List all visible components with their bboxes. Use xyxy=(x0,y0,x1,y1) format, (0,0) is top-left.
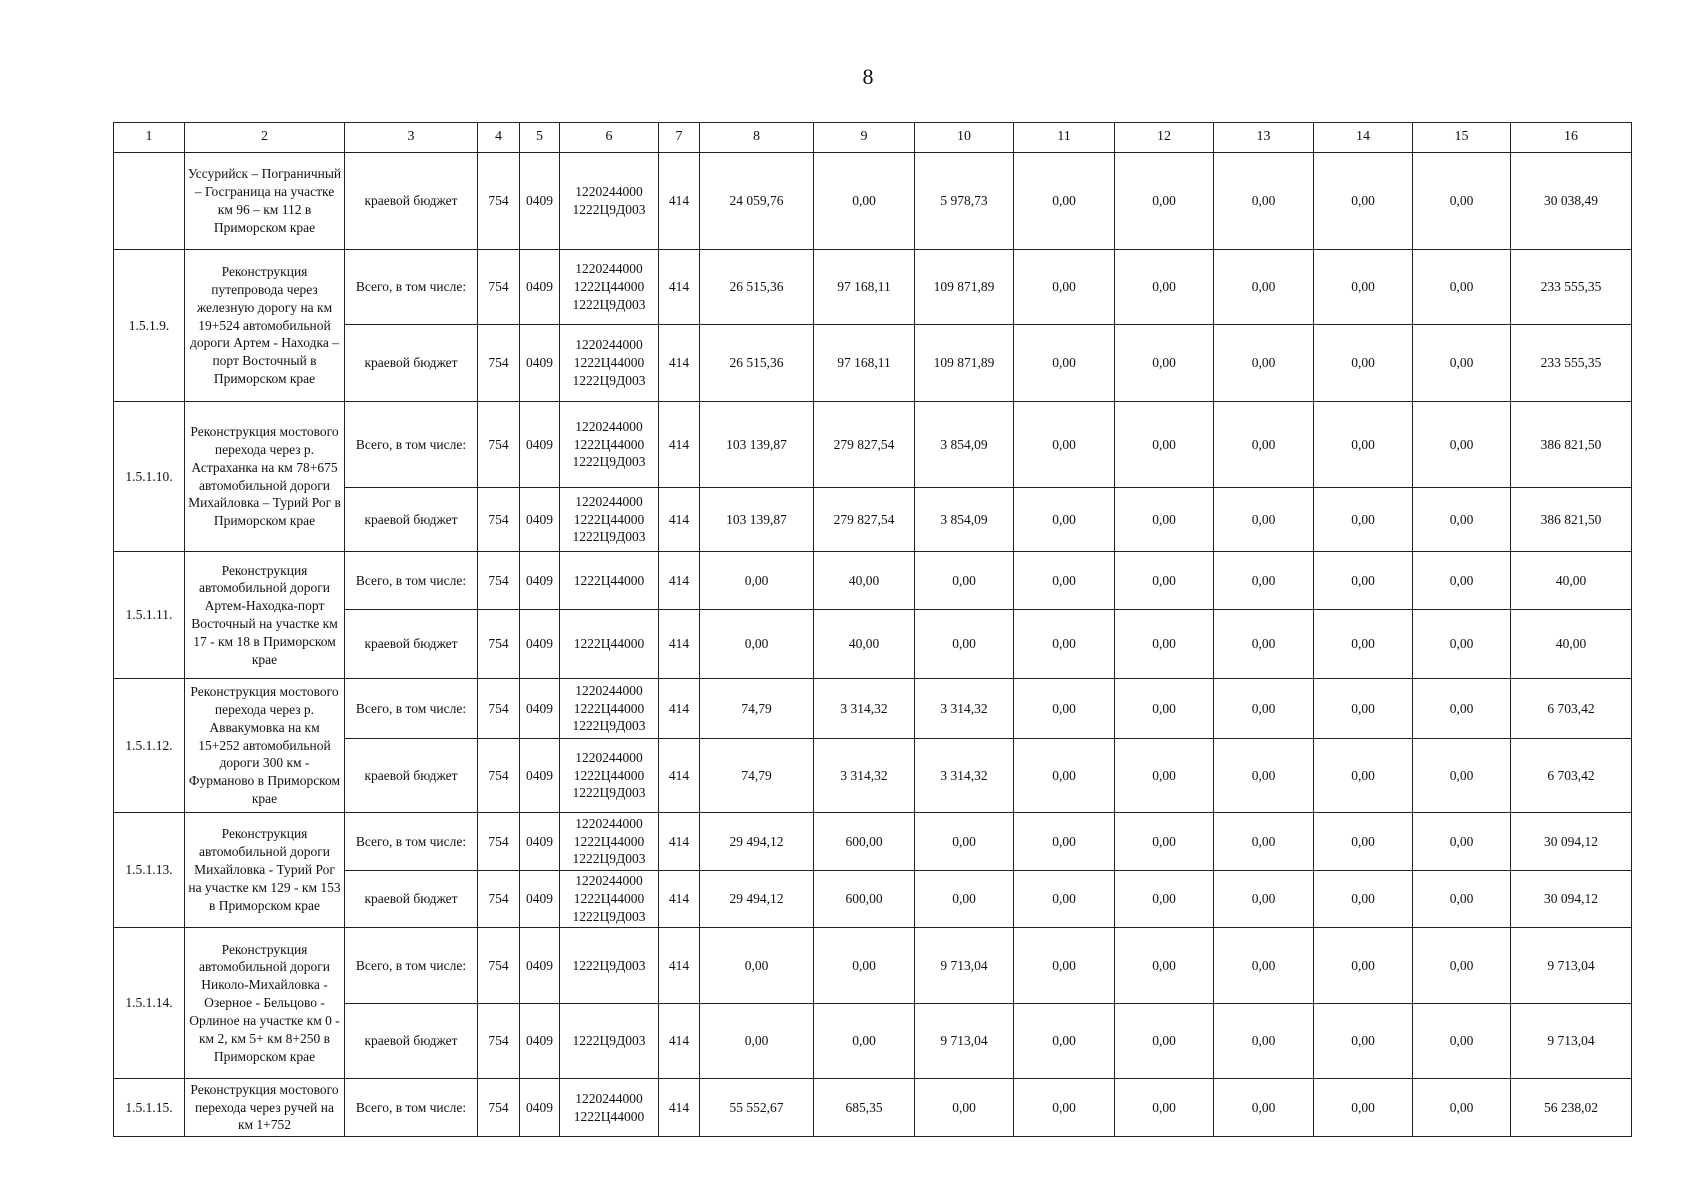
expense-type-code: 414 xyxy=(659,1004,700,1079)
item-name: Уссурийск – Пограничный – Госграница на участке км 96 – км 112 в Приморском крае xyxy=(185,153,345,250)
amount-15: 0,00 xyxy=(1413,739,1511,813)
target-article-code: 1222Ц44000 xyxy=(573,891,645,907)
column-header: 9 xyxy=(814,123,915,153)
amount-8: 0,00 xyxy=(700,928,814,1004)
expense-type-code: 414 xyxy=(659,610,700,679)
section-code: 0409 xyxy=(520,610,560,679)
amount-12: 0,00 xyxy=(1115,739,1214,813)
amount-16: 233 555,35 xyxy=(1511,250,1632,325)
item-name: Реконструкция автомобильной дороги Артем-Находка-порт Восточный на участке км 17 - км 18 в Приморском крае xyxy=(185,552,345,679)
item-number: 1.5.1.9. xyxy=(114,250,185,402)
expense-type-code: 414 xyxy=(659,402,700,488)
funding-source: краевой бюджет xyxy=(345,488,478,552)
section-code: 0409 xyxy=(520,739,560,813)
amount-11: 0,00 xyxy=(1014,250,1115,325)
column-header: 13 xyxy=(1214,123,1314,153)
column-header: 14 xyxy=(1314,123,1413,153)
amount-8: 74,79 xyxy=(700,739,814,813)
table-row xyxy=(114,813,1632,871)
column-header: 11 xyxy=(1014,123,1115,153)
amount-14: 0,00 xyxy=(1314,679,1413,739)
amount-12: 0,00 xyxy=(1115,153,1214,250)
section-code: 0409 xyxy=(520,1004,560,1079)
target-article-code: 1220244000 xyxy=(575,261,643,277)
expense-type-code: 414 xyxy=(659,250,700,325)
target-article-codes xyxy=(560,153,659,250)
target-article-code: 1222Ц9Д003 xyxy=(572,296,646,312)
amount-14: 0,00 xyxy=(1314,325,1413,402)
amount-12: 0,00 xyxy=(1115,488,1214,552)
column-header: 10 xyxy=(915,123,1014,153)
expense-type-code: 414 xyxy=(659,813,700,871)
funding-source: краевой бюджет xyxy=(345,1004,478,1079)
amount-9: 279 827,54 xyxy=(814,488,915,552)
target-article-code: 1220244000 xyxy=(575,1090,643,1106)
target-article-code: 1220244000 xyxy=(575,815,643,831)
amount-12: 0,00 xyxy=(1115,813,1214,871)
target-article-codes xyxy=(560,488,659,552)
amount-14: 0,00 xyxy=(1314,739,1413,813)
amount-15: 0,00 xyxy=(1413,871,1511,928)
amount-12: 0,00 xyxy=(1115,325,1214,402)
header-row xyxy=(114,123,1632,153)
amount-14: 0,00 xyxy=(1314,1004,1413,1079)
grbs-code: 754 xyxy=(478,325,520,402)
amount-12: 0,00 xyxy=(1115,610,1214,679)
table-row xyxy=(114,928,1632,1004)
amount-9: 0,00 xyxy=(814,1004,915,1079)
amount-9: 600,00 xyxy=(814,871,915,928)
funding-source: краевой бюджет xyxy=(345,153,478,250)
section-code: 0409 xyxy=(520,153,560,250)
amount-12: 0,00 xyxy=(1115,552,1214,610)
amount-13: 0,00 xyxy=(1214,325,1314,402)
target-article-codes xyxy=(560,402,659,488)
target-article-code: 1222Ц44000 xyxy=(573,572,645,588)
item-number xyxy=(114,153,185,250)
table-row xyxy=(114,250,1632,325)
amount-15: 0,00 xyxy=(1413,402,1511,488)
amount-14: 0,00 xyxy=(1314,1079,1413,1137)
target-article-codes xyxy=(560,325,659,402)
amount-16: 30 094,12 xyxy=(1511,871,1632,928)
item-number: 1.5.1.10. xyxy=(114,402,185,552)
amount-16: 56 238,02 xyxy=(1511,1079,1632,1137)
amount-11: 0,00 xyxy=(1014,325,1115,402)
amount-10: 3 854,09 xyxy=(915,402,1014,488)
target-article-code: 1222Ц9Д003 xyxy=(572,454,646,470)
target-article-code: 1222Ц9Д003 xyxy=(572,202,646,217)
amount-12: 0,00 xyxy=(1115,871,1214,928)
amount-15: 0,00 xyxy=(1413,1079,1511,1137)
amount-10: 9 713,04 xyxy=(915,1004,1014,1079)
table-row xyxy=(114,679,1632,739)
target-article-code: 1220244000 xyxy=(575,493,643,509)
column-header: 15 xyxy=(1413,123,1511,153)
amount-8: 0,00 xyxy=(700,1004,814,1079)
item-name: Реконструкция автомобильной дороги Михайловка - Турий Рог на участке км 129 - км 153 в Приморском крае xyxy=(185,813,345,928)
amount-8: 24 059,76 xyxy=(700,153,814,250)
amount-9: 0,00 xyxy=(814,928,915,1004)
table-row xyxy=(114,402,1632,488)
amount-11: 0,00 xyxy=(1014,488,1115,552)
target-article-code: 1222Ц44000 xyxy=(573,279,645,295)
amount-9: 40,00 xyxy=(814,552,915,610)
item-number: 1.5.1.13. xyxy=(114,813,185,928)
amount-11: 0,00 xyxy=(1014,1004,1115,1079)
amount-14: 0,00 xyxy=(1314,153,1413,250)
amount-14: 0,00 xyxy=(1314,928,1413,1004)
funding-source: Всего, в том числе: xyxy=(345,813,478,871)
amount-15: 0,00 xyxy=(1413,679,1511,739)
target-article-code: 1222Ц9Д003 xyxy=(572,851,646,867)
expense-type-code: 414 xyxy=(659,739,700,813)
expense-type-code: 414 xyxy=(659,679,700,739)
target-article-code: 1222Ц9Д003 xyxy=(572,529,646,545)
column-header: 3 xyxy=(345,123,478,153)
target-article-codes xyxy=(560,250,659,325)
expense-type-code: 414 xyxy=(659,488,700,552)
grbs-code: 754 xyxy=(478,679,520,739)
table-row xyxy=(114,153,1632,250)
target-article-code: 1222Ц9Д003 xyxy=(572,957,646,973)
item-name: Реконструкция мостового перехода через ручей на км 1+752 xyxy=(185,1079,345,1137)
amount-13: 0,00 xyxy=(1214,402,1314,488)
amount-12: 0,00 xyxy=(1115,928,1214,1004)
grbs-code: 754 xyxy=(478,250,520,325)
target-article-codes xyxy=(560,813,659,871)
target-article-codes xyxy=(560,552,659,610)
grbs-code: 754 xyxy=(478,153,520,250)
target-article-code: 1222Ц9Д003 xyxy=(572,1033,646,1049)
target-article-code: 1220244000 xyxy=(575,873,643,889)
amount-11: 0,00 xyxy=(1014,813,1115,871)
amount-8: 26 515,36 xyxy=(700,250,814,325)
funding-source: краевой бюджет xyxy=(345,325,478,402)
amount-13: 0,00 xyxy=(1214,813,1314,871)
target-article-codes xyxy=(560,679,659,739)
amount-16: 9 713,04 xyxy=(1511,1004,1632,1079)
section-code: 0409 xyxy=(520,402,560,488)
amount-13: 0,00 xyxy=(1214,552,1314,610)
section-code: 0409 xyxy=(520,679,560,739)
amount-9: 279 827,54 xyxy=(814,402,915,488)
target-article-code: 1220244000 xyxy=(575,337,643,353)
expense-type-code: 414 xyxy=(659,325,700,402)
target-article-codes xyxy=(560,871,659,928)
amount-10: 109 871,89 xyxy=(915,250,1014,325)
amount-10: 0,00 xyxy=(915,813,1014,871)
funding-source: краевой бюджет xyxy=(345,871,478,928)
target-article-code: 1222Ц44000 xyxy=(573,355,645,371)
amount-10: 3 854,09 xyxy=(915,488,1014,552)
amount-9: 600,00 xyxy=(814,813,915,871)
amount-16: 30 038,49 xyxy=(1511,153,1632,250)
amount-10: 0,00 xyxy=(915,552,1014,610)
amount-8: 29 494,12 xyxy=(700,813,814,871)
section-code: 0409 xyxy=(520,1079,560,1137)
amount-14: 0,00 xyxy=(1314,402,1413,488)
target-article-code: 1222Ц44000 xyxy=(573,1108,645,1124)
section-code: 0409 xyxy=(520,325,560,402)
amount-16: 6 703,42 xyxy=(1511,739,1632,813)
amount-8: 74,79 xyxy=(700,679,814,739)
amount-13: 0,00 xyxy=(1214,739,1314,813)
amount-16: 40,00 xyxy=(1511,552,1632,610)
amount-8: 0,00 xyxy=(700,552,814,610)
column-header: 1 xyxy=(114,123,185,153)
amount-12: 0,00 xyxy=(1115,250,1214,325)
budget-table xyxy=(113,122,1632,1137)
expense-type-code: 414 xyxy=(659,928,700,1004)
amount-14: 0,00 xyxy=(1314,552,1413,610)
target-article-code: 1222Ц9Д003 xyxy=(572,372,646,388)
amount-11: 0,00 xyxy=(1014,153,1115,250)
amount-14: 0,00 xyxy=(1314,871,1413,928)
column-header: 7 xyxy=(659,123,700,153)
target-article-codes xyxy=(560,739,659,813)
funding-source: Всего, в том числе: xyxy=(345,928,478,1004)
column-header: 8 xyxy=(700,123,814,153)
amount-15: 0,00 xyxy=(1413,813,1511,871)
target-article-code: 1222Ц44000 xyxy=(573,700,645,716)
table-row xyxy=(114,1079,1632,1137)
amount-13: 0,00 xyxy=(1214,871,1314,928)
column-header: 2 xyxy=(185,123,345,153)
item-number: 1.5.1.12. xyxy=(114,679,185,813)
amount-12: 0,00 xyxy=(1115,1004,1214,1079)
amount-13: 0,00 xyxy=(1214,1079,1314,1137)
target-article-code: 1222Ц44000 xyxy=(573,833,645,849)
funding-source: Всего, в том числе: xyxy=(345,552,478,610)
item-number: 1.5.1.14. xyxy=(114,928,185,1079)
funding-source: краевой бюджет xyxy=(345,610,478,679)
amount-16: 6 703,42 xyxy=(1511,679,1632,739)
item-name: Реконструкция мостового перехода через р. Астраханка на км 78+675 автомобильной дороги Михайловка – Турий Рог в Приморском крае xyxy=(185,402,345,552)
amount-13: 0,00 xyxy=(1214,250,1314,325)
grbs-code: 754 xyxy=(478,488,520,552)
column-header: 4 xyxy=(478,123,520,153)
target-article-codes xyxy=(560,1079,659,1137)
funding-source: Всего, в том числе: xyxy=(345,402,478,488)
table-row xyxy=(114,552,1632,610)
section-code: 0409 xyxy=(520,813,560,871)
item-name: Реконструкция мостового перехода через р. Аввакумовка на км 15+252 автомобильной дороги 300 км - Фурманово в Приморском крае xyxy=(185,679,345,813)
amount-9: 3 314,32 xyxy=(814,739,915,813)
amount-13: 0,00 xyxy=(1214,488,1314,552)
amount-13: 0,00 xyxy=(1214,679,1314,739)
grbs-code: 754 xyxy=(478,928,520,1004)
target-article-code: 1222Ц44000 xyxy=(573,767,645,783)
target-article-code: 1220244000 xyxy=(575,418,643,434)
amount-11: 0,00 xyxy=(1014,402,1115,488)
grbs-code: 754 xyxy=(478,1004,520,1079)
amount-15: 0,00 xyxy=(1413,928,1511,1004)
target-article-codes xyxy=(560,1004,659,1079)
amount-16: 386 821,50 xyxy=(1511,488,1632,552)
amount-13: 0,00 xyxy=(1214,1004,1314,1079)
amount-12: 0,00 xyxy=(1115,402,1214,488)
amount-10: 3 314,32 xyxy=(915,679,1014,739)
grbs-code: 754 xyxy=(478,1079,520,1137)
grbs-code: 754 xyxy=(478,871,520,928)
amount-11: 0,00 xyxy=(1014,1079,1115,1137)
amount-15: 0,00 xyxy=(1413,1004,1511,1079)
amount-13: 0,00 xyxy=(1214,928,1314,1004)
expense-type-code: 414 xyxy=(659,552,700,610)
amount-9: 685,35 xyxy=(814,1079,915,1137)
amount-8: 26 515,36 xyxy=(700,325,814,402)
grbs-code: 754 xyxy=(478,739,520,813)
amount-9: 0,00 xyxy=(814,153,915,250)
column-header: 6 xyxy=(560,123,659,153)
grbs-code: 754 xyxy=(478,552,520,610)
amount-16: 40,00 xyxy=(1511,610,1632,679)
item-name: Реконструкция путепровода через железную дорогу на км 19+524 автомобильной дороги Артем - Находка – порт Восточный в Приморском крае xyxy=(185,250,345,402)
target-article-code: 1222Ц9Д003 xyxy=(572,718,646,734)
amount-15: 0,00 xyxy=(1413,153,1511,250)
amount-15: 0,00 xyxy=(1413,552,1511,610)
amount-8: 103 139,87 xyxy=(700,402,814,488)
section-code: 0409 xyxy=(520,871,560,928)
amount-10: 0,00 xyxy=(915,610,1014,679)
amount-11: 0,00 xyxy=(1014,552,1115,610)
column-header: 12 xyxy=(1115,123,1214,153)
amount-16: 9 713,04 xyxy=(1511,928,1632,1004)
target-article-code: 1222Ц44000 xyxy=(573,636,645,652)
amount-14: 0,00 xyxy=(1314,610,1413,679)
amount-9: 40,00 xyxy=(814,610,915,679)
target-article-code: 1220244000 xyxy=(575,682,643,698)
amount-8: 103 139,87 xyxy=(700,488,814,552)
target-article-code: 1220244000 xyxy=(575,184,643,200)
amount-10: 0,00 xyxy=(915,1079,1014,1137)
funding-source: краевой бюджет xyxy=(345,739,478,813)
page-number: 8 xyxy=(862,64,874,89)
amount-10: 0,00 xyxy=(915,871,1014,928)
amount-11: 0,00 xyxy=(1014,928,1115,1004)
amount-13: 0,00 xyxy=(1214,153,1314,250)
amount-10: 3 314,32 xyxy=(915,739,1014,813)
amount-14: 0,00 xyxy=(1314,488,1413,552)
expense-type-code: 414 xyxy=(659,1079,700,1137)
funding-source: Всего, в том числе: xyxy=(345,1079,478,1137)
amount-9: 3 314,32 xyxy=(814,679,915,739)
expense-type-code: 414 xyxy=(659,871,700,928)
item-name: Реконструкция автомобильной дороги Николо-Михайловка - Озерное - Бельцово - Орлиное на участке км 0 - км 2, км 5+ км 8+250 в Приморском крае xyxy=(185,928,345,1079)
grbs-code: 754 xyxy=(478,610,520,679)
section-code: 0409 xyxy=(520,552,560,610)
item-number: 1.5.1.15. xyxy=(114,1079,185,1137)
item-number: 1.5.1.11. xyxy=(114,552,185,679)
amount-8: 55 552,67 xyxy=(700,1079,814,1137)
amount-12: 0,00 xyxy=(1115,679,1214,739)
amount-14: 0,00 xyxy=(1314,250,1413,325)
expense-type-code: 414 xyxy=(659,153,700,250)
target-article-codes xyxy=(560,610,659,679)
target-article-code: 1222Ц44000 xyxy=(573,511,645,527)
column-header: 5 xyxy=(520,123,560,153)
amount-10: 109 871,89 xyxy=(915,325,1014,402)
amount-11: 0,00 xyxy=(1014,871,1115,928)
grbs-code: 754 xyxy=(478,813,520,871)
amount-11: 0,00 xyxy=(1014,739,1115,813)
amount-16: 30 094,12 xyxy=(1511,813,1632,871)
amount-9: 97 168,11 xyxy=(814,325,915,402)
column-header: 16 xyxy=(1511,123,1632,153)
amount-15: 0,00 xyxy=(1413,325,1511,402)
amount-10: 5 978,73 xyxy=(915,153,1014,250)
funding-source: Всего, в том числе: xyxy=(345,250,478,325)
target-article-codes xyxy=(560,928,659,1004)
amount-15: 0,00 xyxy=(1413,488,1511,552)
section-code: 0409 xyxy=(520,928,560,1004)
amount-14: 0,00 xyxy=(1314,813,1413,871)
funding-source: Всего, в том числе: xyxy=(345,679,478,739)
amount-9: 97 168,11 xyxy=(814,250,915,325)
amount-12: 0,00 xyxy=(1115,1079,1214,1137)
amount-13: 0,00 xyxy=(1214,610,1314,679)
section-code: 0409 xyxy=(520,250,560,325)
amount-16: 233 555,35 xyxy=(1511,325,1632,402)
amount-16: 386 821,50 xyxy=(1511,402,1632,488)
amount-11: 0,00 xyxy=(1014,610,1115,679)
target-article-code: 1222Ц9Д003 xyxy=(572,785,646,801)
target-article-code: 1220244000 xyxy=(575,749,643,765)
target-article-code: 1222Ц44000 xyxy=(573,436,645,452)
amount-10: 9 713,04 xyxy=(915,928,1014,1004)
amount-15: 0,00 xyxy=(1413,250,1511,325)
amount-11: 0,00 xyxy=(1014,679,1115,739)
grbs-code: 754 xyxy=(478,402,520,488)
amount-8: 29 494,12 xyxy=(700,871,814,928)
amount-8: 0,00 xyxy=(700,610,814,679)
amount-15: 0,00 xyxy=(1413,610,1511,679)
section-code: 0409 xyxy=(520,488,560,552)
target-article-code: 1222Ц9Д003 xyxy=(572,908,646,924)
